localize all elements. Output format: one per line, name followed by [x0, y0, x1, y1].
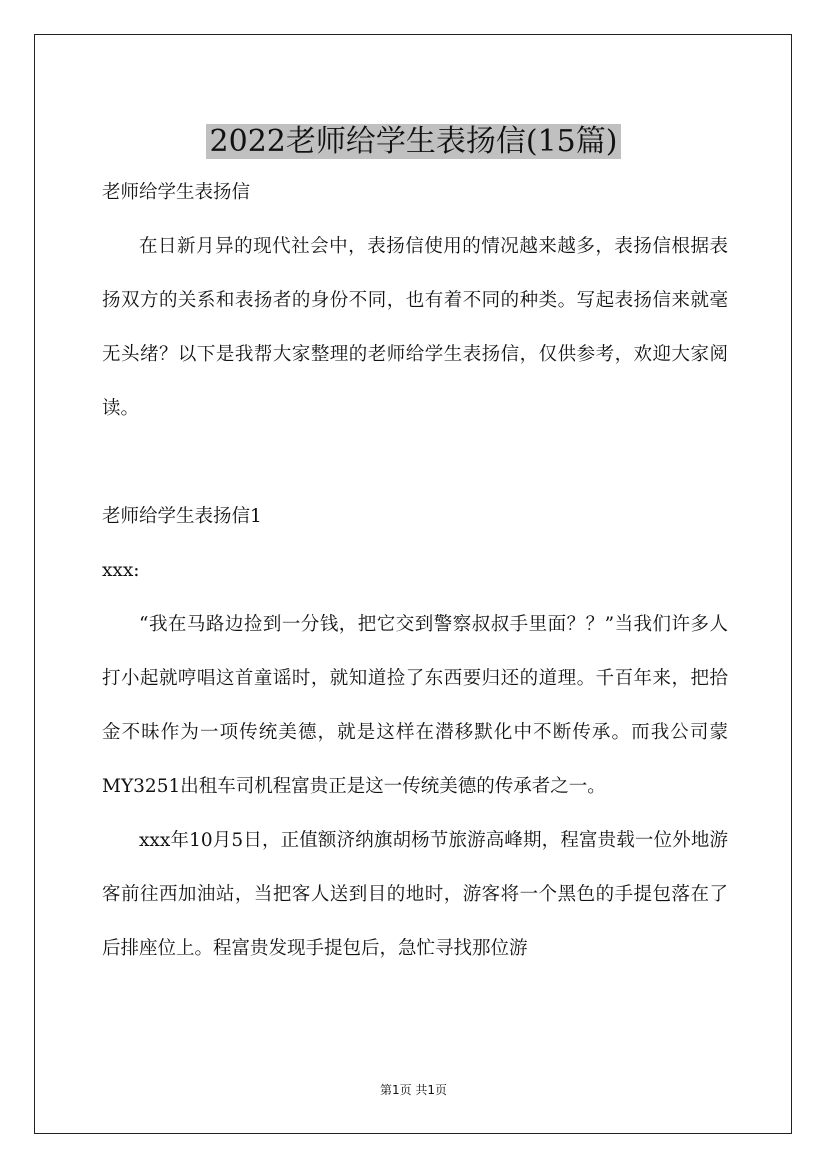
letter-salutation: xxx:	[102, 560, 140, 581]
document-title	[0, 120, 827, 164]
document-title-text: 2022老师给学生表扬信(15篇)	[206, 124, 622, 159]
page-footer: 第1页 共1页	[379, 1083, 448, 1097]
letter-heading: 老师给学生表扬信1	[102, 506, 262, 527]
body-paragraph: “我在马路边捡到一分钱，把它交到警察叔叔手里面？？”当我们许多人打小起就哼唱这首童谣时，就知道捡了东西要归还的道理。千百年来，把拾金不昧作为一项传统美德，就是这样在潜移默化中不断传承。而我公司蒙MY3251出租车司机程富贵正是这一传统美德的传承者之一。	[102, 614, 728, 797]
section-heading: 老师给学生表扬信	[102, 182, 251, 203]
body-paragraph: xxx年10月5日，正值额济纳旗胡杨节旅游高峰期，程富贵载一位外地游客前往西加油站，当把客人送到目的地时，游客将一个黑色的手提包落在了后排座位上。程富贵发现手提包后，急忙寻找那位游	[102, 830, 728, 959]
document-body	[102, 166, 728, 976]
intro-paragraph: 在日新月异的现代社会中，表扬信使用的情况越来越多，表扬信根据表扬双方的关系和表扬者的身份不同，也有着不同的种类。写起表扬信来就毫无头绪？以下是我帮大家整理的老师给学生表扬信，仅供参考，欢迎大家阅读。	[102, 236, 728, 419]
paragraph-spacer	[102, 436, 728, 490]
